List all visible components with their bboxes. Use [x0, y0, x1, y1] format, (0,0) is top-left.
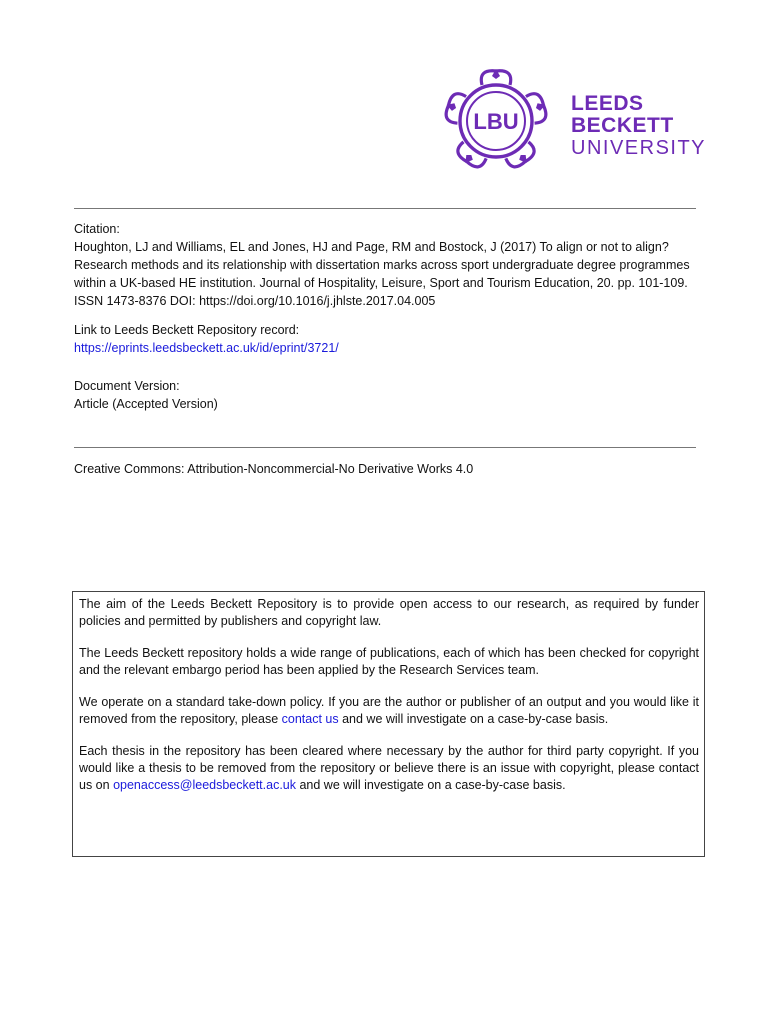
citation-label: Citation:	[74, 222, 120, 236]
citation-block	[74, 220, 698, 310]
notice-paragraph-2: The Leeds Beckett repository holds a wide range of publications, each of which has been checked for copyright and the relevant embargo period has been applied by the Research Services team.	[79, 646, 699, 677]
contact-us-link[interactable]: contact us	[281, 712, 339, 726]
repository-link[interactable]: https://eprints.leedsbeckett.ac.uk/id/eprint/3721/	[74, 341, 339, 355]
notice-p4-before: Each thesis in the repository has been cleared where necessary by the author for third party copyright. If you would like a thesis to be removed from the repository or believe there is an issue with copyright, please contact us on	[79, 744, 699, 792]
divider-bottom	[74, 447, 696, 448]
version-label: Document Version:	[74, 379, 180, 393]
citation-text: Houghton, LJ and Williams, EL and Jones, HJ and Page, RM and Bostock, J (2017) To align or not to align? Research methods and its relationship with dissertation marks across sport undergraduate degree programmes within a UK-based HE institution. Journal of Hospitality, Leisure, Sport and Tourism Education, 20. pp. 101-109. ISSN 1473-8376 DOI: https://doi.org/10.1016/j.jhlste.2017.04.005	[74, 240, 690, 308]
rose-emblem-icon	[440, 66, 552, 176]
notice-paragraph-3	[79, 694, 699, 728]
university-logo	[440, 66, 710, 176]
logo-line-university: UNIVERSITY	[571, 137, 707, 159]
notice-paragraph-1: The aim of the Leeds Beckett Repository is to provide open access to our research, as required by funder policies and permitted by publishers and copyright law.	[79, 597, 699, 628]
version-value: Article (Accepted Version)	[74, 397, 218, 411]
logo-wordmark	[571, 93, 706, 158]
logo-line-leeds: LEEDS	[571, 92, 644, 115]
repository-label: Link to Leeds Beckett Repository record:	[74, 323, 300, 337]
openaccess-email-link[interactable]: openaccess@leedsbeckett.ac.uk	[113, 778, 296, 792]
notice-p4-after: and we will investigate on a case-by-case basis.	[296, 778, 566, 792]
version-block	[74, 377, 698, 413]
repository-notice-box	[72, 591, 705, 857]
logo-mark-text: LBU	[473, 109, 519, 134]
logo-line-beckett: BECKETT	[571, 114, 674, 137]
repository-block	[74, 321, 698, 357]
license-text: Creative Commons: Attribution-Noncommercial-No Derivative Works 4.0	[74, 462, 474, 476]
notice-p3-after: and we will investigate on a case-by-case basis.	[338, 712, 609, 726]
divider-top	[74, 208, 696, 209]
notice-paragraph-4	[79, 743, 699, 794]
notice-p3-before: We operate on a standard take-down policy. If you are the author or publisher of an output and you would like it removed from the repository, please	[79, 695, 699, 726]
